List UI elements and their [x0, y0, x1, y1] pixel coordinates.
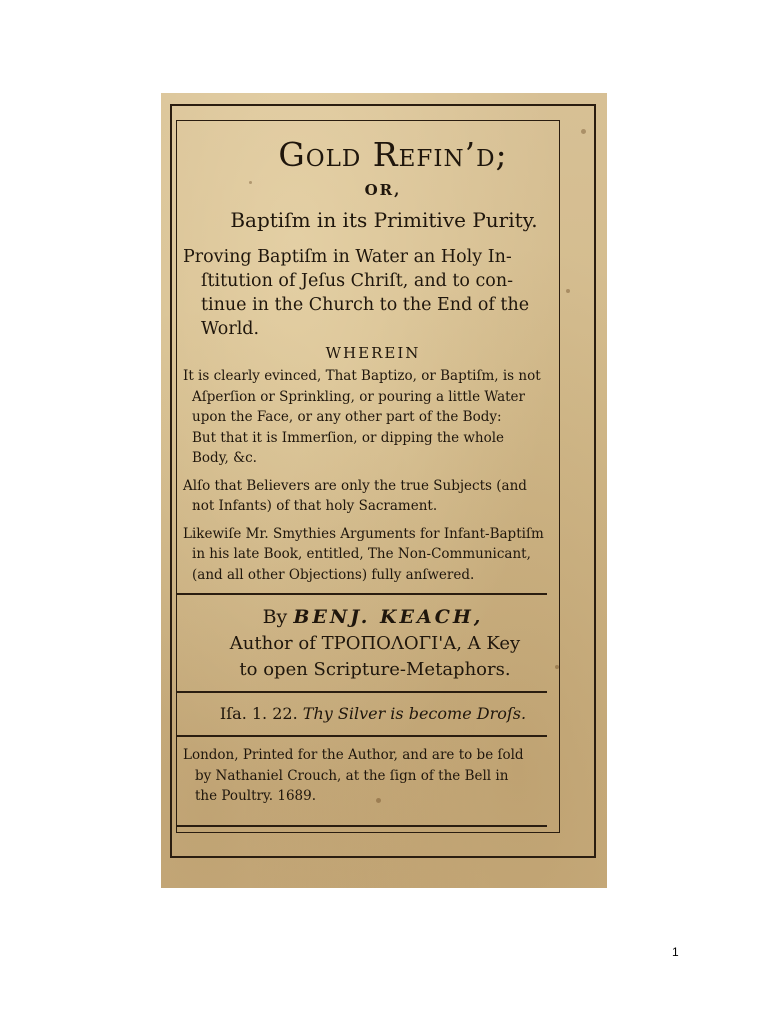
likewise-paragraph — [183, 524, 563, 586]
text-line: Likewiſe Mr. Smythies Arguments for Infant-Baptiſm — [183, 525, 544, 542]
text-line: Proving Baptiſm in Water an Holy In- — [183, 247, 512, 267]
text-line: the Poultry. 1689. — [195, 788, 317, 804]
evinced-paragraph — [183, 366, 563, 469]
imprint — [183, 745, 563, 807]
text-line: tinue in the Church to the End of the — [201, 295, 530, 315]
horizontal-rule — [177, 735, 547, 737]
proving-paragraph — [183, 245, 563, 341]
text-line: Aſperſion or Sprinkling, or pouring a little Water — [192, 388, 525, 405]
by-label: By — [262, 606, 288, 628]
text-line: upon the Face, or any other part of the Body: — [192, 409, 502, 425]
horizontal-rule — [177, 691, 547, 693]
page-number: 1 — [672, 945, 679, 959]
book-subtitle: Baptiſm in its Primitive Purity. — [230, 208, 538, 232]
text-line: Alſo that Believers are only the true Subjects (and — [183, 477, 527, 494]
text-line: It is clearly evinced, That Baptizo, or Baptiſm, is not — [183, 368, 541, 384]
text-line: by Nathaniel Crouch, at the ſign of the Bell in — [195, 767, 509, 784]
text-line: not Infants) of that holy Sacrament. — [192, 498, 438, 514]
scanned-title-page-image — [161, 93, 607, 888]
wherein-heading: WHEREIN — [325, 344, 421, 362]
quote-reference: Iſa. 1. 22. — [219, 704, 298, 723]
text-line: ſtitution of Jeſus Chriſt, and to con- — [201, 271, 514, 291]
byline — [183, 603, 563, 631]
horizontal-rule — [177, 593, 547, 595]
horizontal-rule — [177, 825, 547, 827]
title-page-text — [183, 133, 563, 835]
book-title: Gold Refin’d; — [278, 135, 508, 174]
text-line: London, Printed for the Author, and are to be ſold — [183, 747, 524, 763]
text-line: But that it is Immerſion, or dipping the whole — [192, 429, 505, 446]
text-line: World. — [201, 319, 260, 339]
author-name: BENJ. KEACH, — [293, 606, 484, 628]
text-line: in his late Book, entitled, The Non-Communicant, — [192, 546, 531, 562]
author-credit: Author of ΤΡΟΠΟΛΟΓΙ'Α, A Key — [229, 633, 521, 654]
quote-text: Thy Silver is become Droſs. — [302, 704, 527, 723]
believers-paragraph — [183, 476, 563, 517]
scripture-quote — [183, 701, 563, 727]
author-credit-line-2: to open Scripture-Metaphors. — [239, 659, 511, 680]
text-line: (and all other Objections) fully anſwered. — [192, 566, 475, 583]
text-line: Body, &c. — [192, 450, 257, 466]
or-line: OR, — [364, 181, 402, 199]
